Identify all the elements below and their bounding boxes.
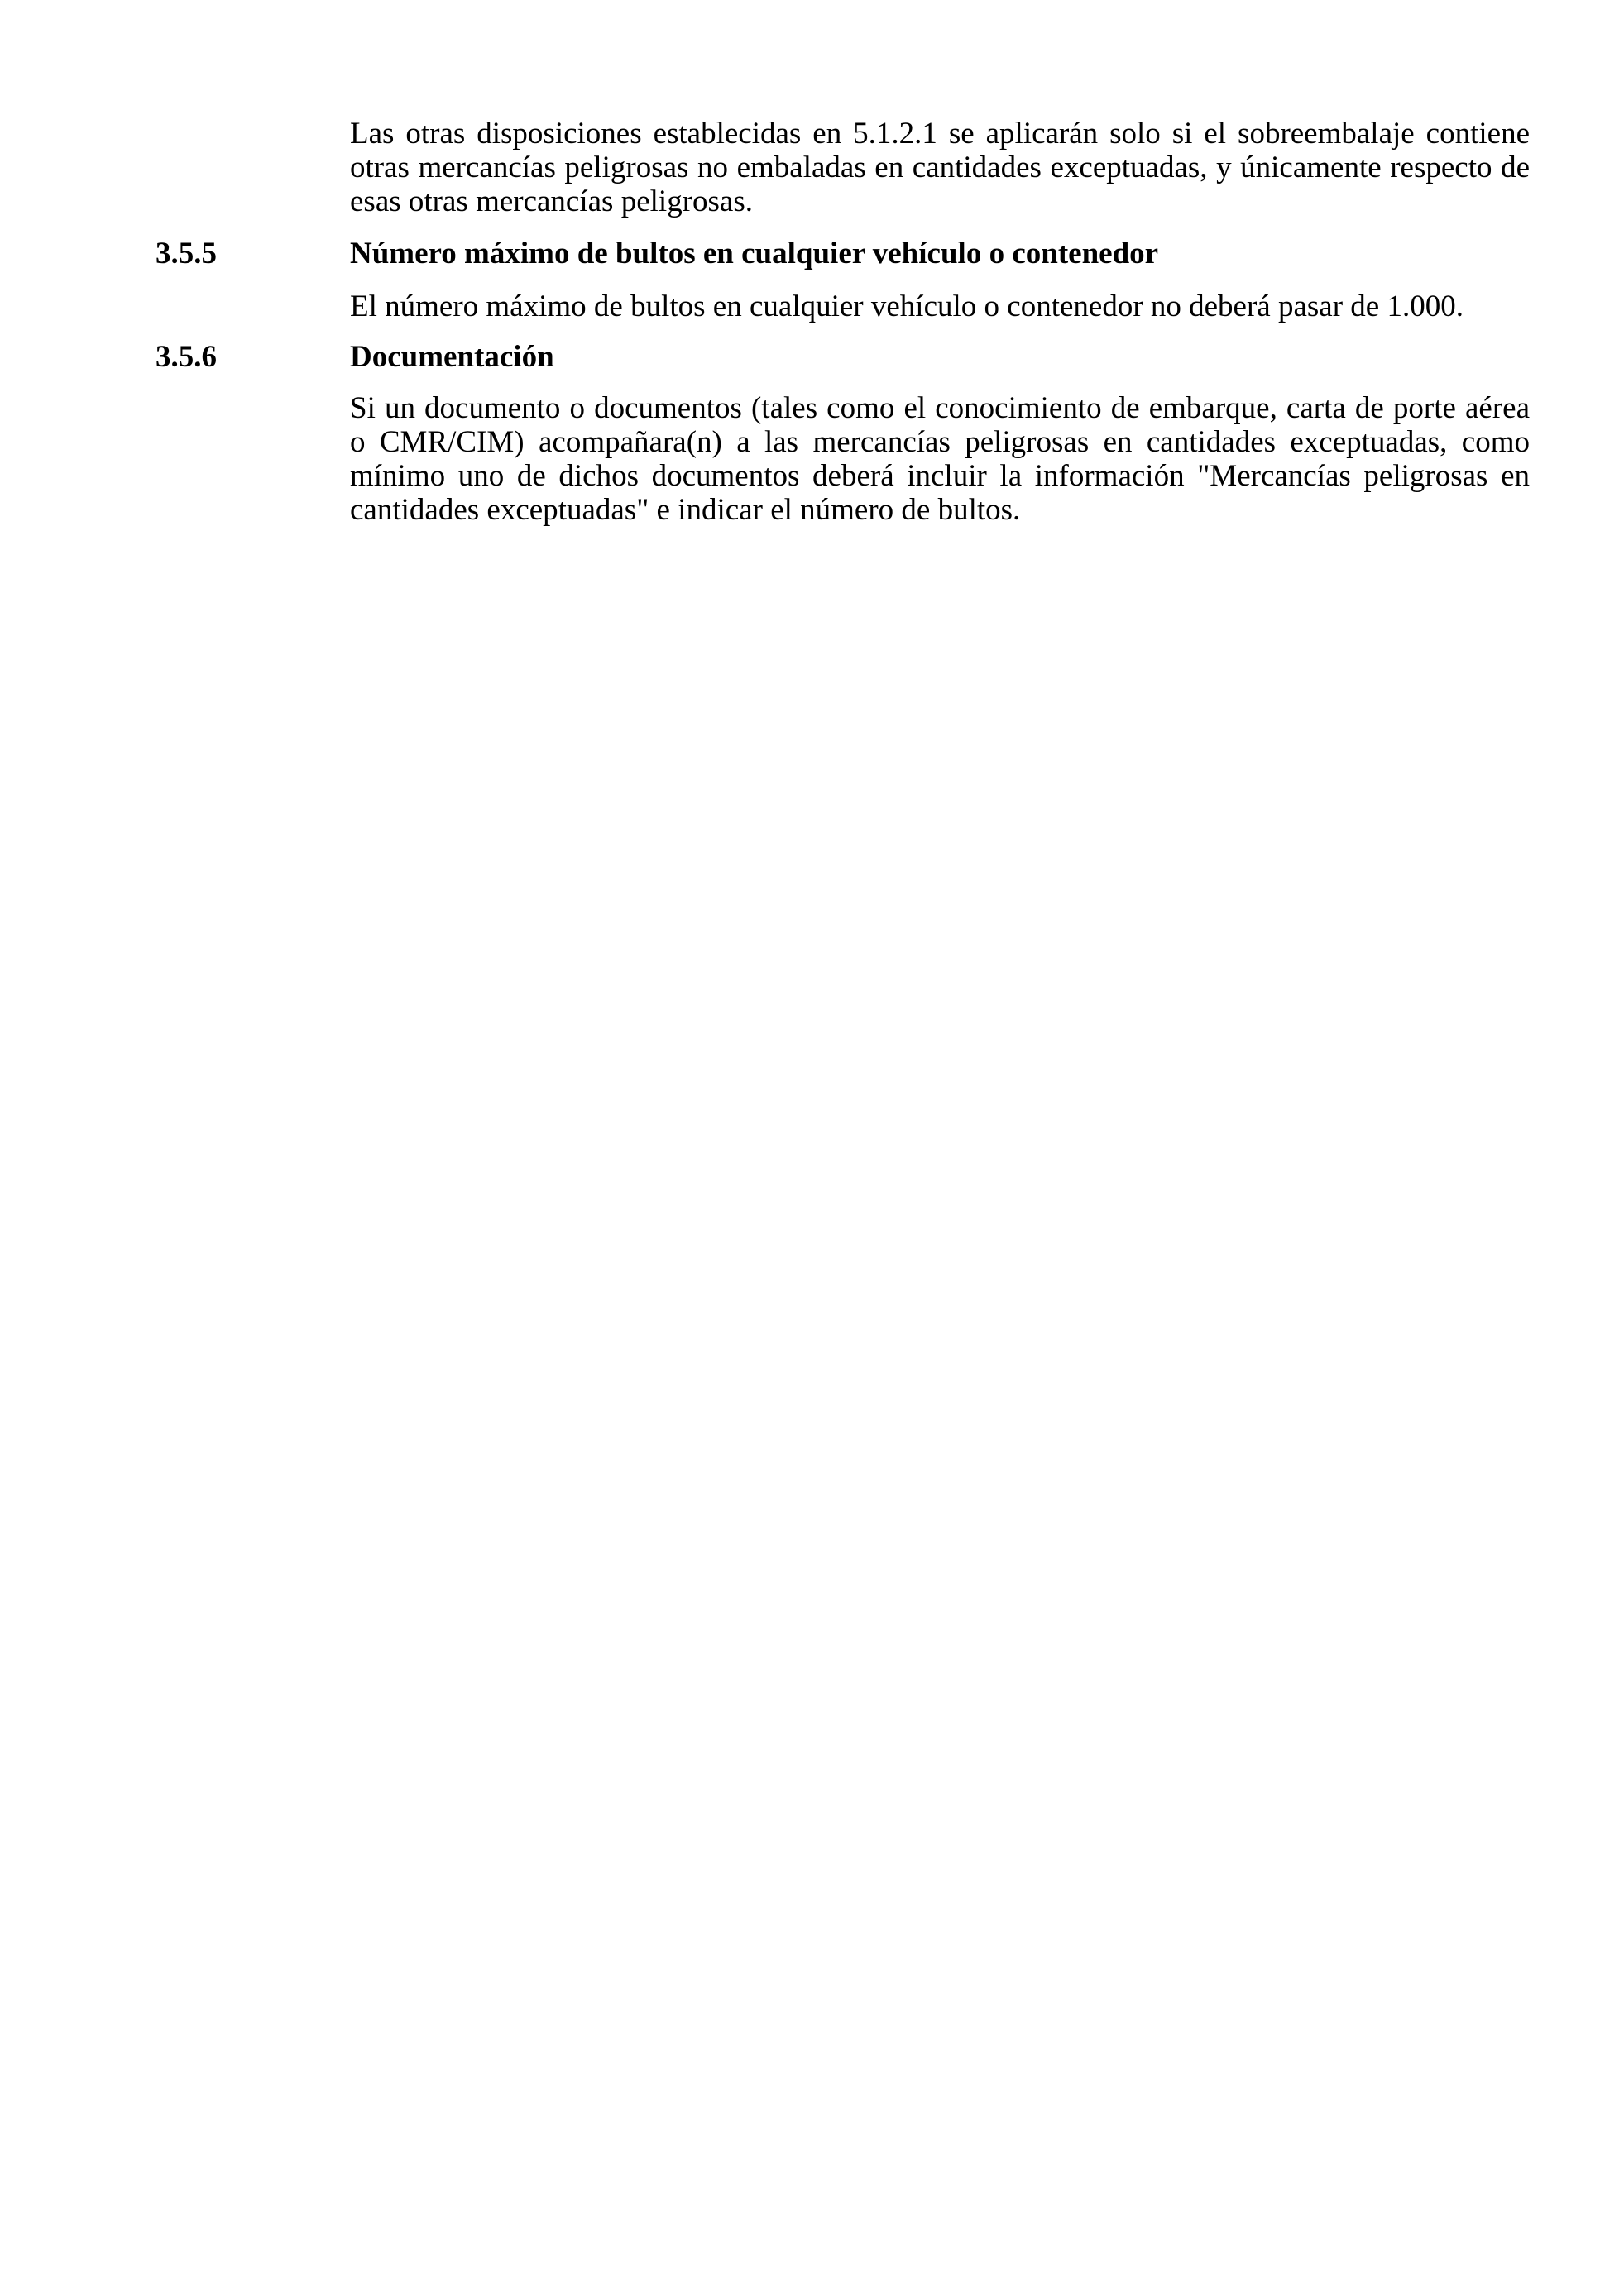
section-body-3-5-6: Si un documento o documentos (tales como el conocimiento de embarque, carta de porte aérea o CMR/CIM) acompañara(n) a las mercancías peligrosas en cantidades exceptuadas, como mínimo uno de dichos documentos deberá incluir la información "Mercancías peligrosas en cantidades exceptuadas" e indicar el número de bultos.: [350, 391, 1530, 527]
section-number: 3.5.6: [156, 340, 217, 374]
section-number: 3.5.5: [156, 237, 217, 270]
section-title: Número máximo de bultos en cualquier vehículo o contenedor: [350, 237, 1159, 270]
section-heading-3-5-5: [0, 235, 1624, 273]
intro-paragraph: Las otras disposiciones establecidas en 5.1.2.1 se aplicarán solo si el sobreembalaje contiene otras mercancías peligrosas no embaladas en cantidades exceptuadas, y únicamente respecto de esas otras mercancías peligrosas.: [350, 117, 1530, 218]
section-body-3-5-5: El número máximo de bultos en cualquier vehículo o contenedor no deberá pasar de 1.000.: [350, 289, 1464, 323]
section-title: Documentación: [350, 340, 554, 374]
section-heading-3-5-6: [0, 338, 1624, 376]
